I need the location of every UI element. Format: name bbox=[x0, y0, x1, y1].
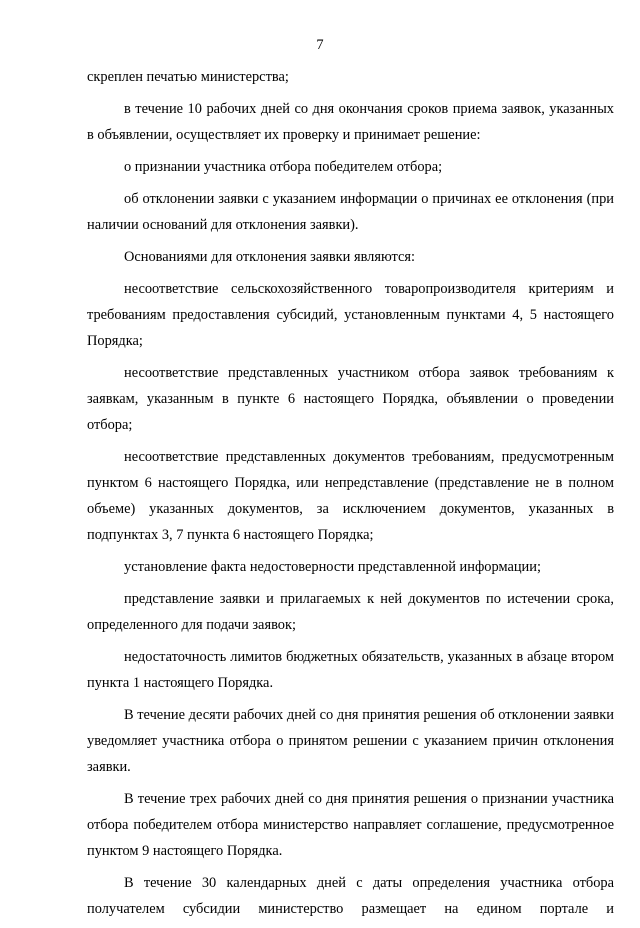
paragraph: установление факта недостоверности представленной информации; bbox=[124, 559, 541, 575]
page-number: 7 bbox=[316, 37, 324, 53]
paragraph: несоответствие сельскохозяйственного товаропроизводителя критериям и требованиям предоставления субсидий, установленным пунктами 4, 5 настоящего Порядка; bbox=[87, 281, 614, 349]
paragraph: несоответствие представленных участником отбора заявок требованиям к заявкам, указанным в пункте 6 настоящего Порядка, объявлении о проведении отбора; bbox=[87, 365, 614, 433]
paragraph: несоответствие представленных документов требованиям, предусмотренным пунктом 6 настоящего Порядка, или непредставление (представление не в полном объеме) указанных документов, за исключением документов, указанных в подпунктах 3, 7 пункта 6 настоящего Порядка; bbox=[87, 449, 614, 543]
paragraph: В течение десяти рабочих дней со дня принятия решения об отклонении заявки уведомляет участника отбора о принятом решении с указанием причин отклонения заявки. bbox=[87, 707, 614, 775]
paragraph: в течение 10 рабочих дней со дня окончания сроков приема заявок, указанных в объявлении, осуществляет их проверку и принимает решение: bbox=[87, 101, 614, 143]
paragraph: скреплен печатью министерства; bbox=[87, 69, 289, 85]
paragraph: о признании участника отбора победителем отбора; bbox=[124, 159, 443, 175]
paragraph: об отклонении заявки с указанием информации о причинах ее отклонения (при наличии оснований для отклонения заявки). bbox=[87, 191, 614, 233]
document-body bbox=[87, 64, 614, 928]
paragraph: В течение 30 календарных дней с даты определения участника отбора получателем субсидии министерство размещает на едином портале и bbox=[87, 875, 614, 917]
paragraph: В течение трех рабочих дней со дня принятия решения о признании участника отбора победителем отбора министерство направляет соглашение, предусмотренное пунктом 9 настоящего Порядка. bbox=[87, 791, 614, 859]
paragraph: недостаточность лимитов бюджетных обязательств, указанных в абзаце втором пункта 1 настоящего Порядка. bbox=[87, 649, 614, 691]
paragraph: Основаниями для отклонения заявки являются: bbox=[124, 249, 416, 265]
paragraph: представление заявки и прилагаемых к ней документов по истечении срока, определенного для подачи заявок; bbox=[87, 591, 614, 633]
